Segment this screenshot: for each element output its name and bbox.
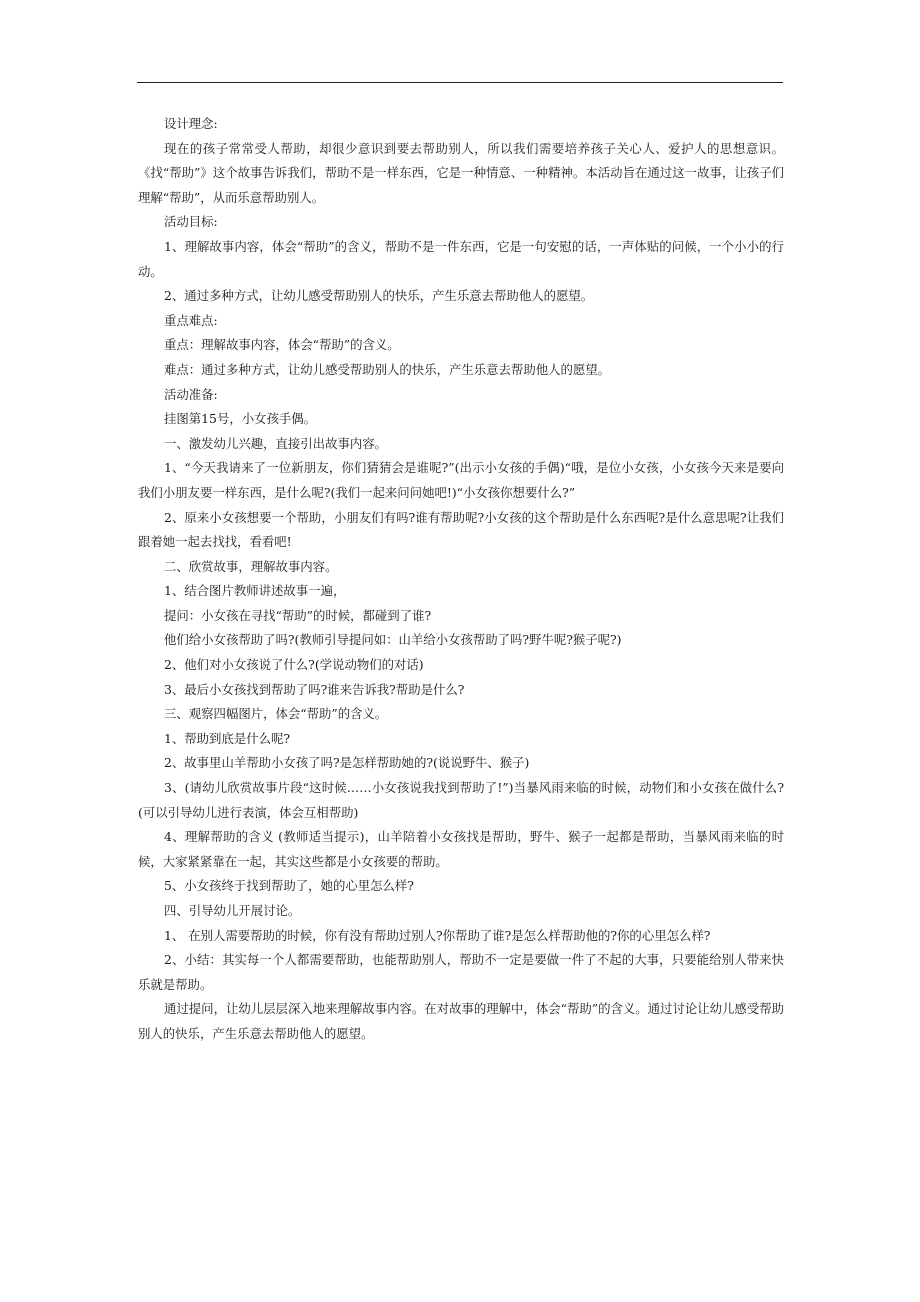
paragraph: 3、最后小女孩找到帮助了吗?谁来告诉我?帮助是什么? — [164, 681, 465, 697]
paragraph: 活动目标: — [164, 214, 218, 230]
paragraph: 难点：通过多种方式，让幼儿感受帮助别人的快乐，产生乐意去帮助他人的愿望。 — [164, 361, 611, 377]
paragraph: 挂图第15号，小女孩手偶。 — [164, 411, 317, 427]
paragraph: 1、理解故事内容，体会“帮助”的含义，帮助不是一件东西，它是一句安慰的话，一声体贴的问候，一个小小的行动。 — [138, 238, 784, 279]
paragraph: 1、 在别人需要帮助的时候，你有没有帮助过别人?你帮助了谁?是怎么样帮助他的?你的心里怎么样? — [164, 927, 711, 943]
paragraph: 3、(请幼儿欣赏故事片段“这时候……小女孩说我找到帮助了!”)当暴风雨来临的时候，动物们和小女孩在做什么?(可以引导幼儿进行表演，体会互相帮助) — [138, 780, 784, 820]
paragraph: 通过提问，让幼儿层层深入地来理解故事内容。在对故事的理解中，体会“帮助”的含义。通过讨论让幼儿感受帮助别人的快乐，产生乐意去帮助他人的愿望。 — [138, 1001, 784, 1041]
paragraph: 重点难点: — [164, 312, 218, 328]
document-body — [138, 112, 784, 1047]
paragraph: 提问：小女孩在寻找“帮助”的时候，都碰到了谁? — [164, 607, 432, 623]
paragraph: 1、结合图片教师讲述故事一遍， — [164, 583, 346, 599]
paragraph: 二、欣赏故事，理解故事内容。 — [164, 558, 338, 574]
paragraph: 2、原来小女孩想要一个帮助，小朋友们有吗?谁有帮助呢?小女孩的这个帮助是什么东西呢?是什么意思呢?让我们跟着她一起去找找，看看吧! — [138, 509, 784, 550]
paragraph: 2、通过多种方式，让幼儿感受帮助别人的快乐，产生乐意去帮助他人的愿望。 — [164, 288, 594, 304]
paragraph: 2、故事里山羊帮助小女孩了吗?是怎样帮助她的?(说说野牛、猴子) — [164, 755, 530, 771]
paragraph: 5、小女孩终于找到帮助了，她的心里怎么样? — [164, 878, 414, 894]
paragraph: 四、引导幼儿开展讨论。 — [164, 903, 301, 918]
paragraph: 一、激发幼儿兴趣，直接引出故事内容。 — [164, 435, 388, 451]
paragraph: 4、理解帮助的含义 (教师适当提示)，山羊陪着小女孩找是帮助，野牛、猴子一起都是帮助，当暴风雨来临的时候，大家紧紧靠在一起，其实这些都是小女孩要的帮助。 — [138, 829, 784, 869]
paragraph: 现在的孩子常常受人帮助，却很少意识到要去帮助别人，所以我们需要培养孩子关心人、爱护人的思想意识。《找“帮助”》这个故事告诉我们，帮助不是一样东西，它是一种情意、一种精神。本活动旨在通过这一故事，让孩子们理解“帮助”，从而乐意帮助别人。 — [138, 140, 784, 205]
paragraph: 活动准备: — [164, 386, 218, 402]
paragraph: 2、他们对小女孩说了什么?(学说动物们的对话) — [164, 657, 424, 673]
paragraph: 1、帮助到底是什么呢? — [164, 730, 291, 746]
paragraph: 三、观察四幅图片，体会“帮助”的含义。 — [164, 706, 388, 722]
paragraph: 2、小结：其实每一个人都需要帮助，也能帮助别人，帮助不一定是要做一件了不起的大事，只要能给别人带来快乐就是帮助。 — [138, 952, 784, 992]
header-rule — [137, 82, 783, 83]
paragraph: 1、“今天我请来了一位新朋友，你们猜猜会是谁呢?”(出示小女孩的手偶)“哦，是位小女孩，小女孩今天来是要向我们小朋友要一样东西，是什么呢?(我们一起来问问她吧!)“小女孩你想要什么?” — [138, 460, 784, 500]
paragraph: 设计理念: — [164, 116, 218, 131]
paragraph: 他们给小女孩帮助了吗?(教师引导提问如：山羊给小女孩帮助了吗?野牛呢?猴子呢?) — [164, 632, 622, 648]
paragraph: 重点：理解故事内容，体会“帮助”的含义。 — [164, 337, 400, 353]
